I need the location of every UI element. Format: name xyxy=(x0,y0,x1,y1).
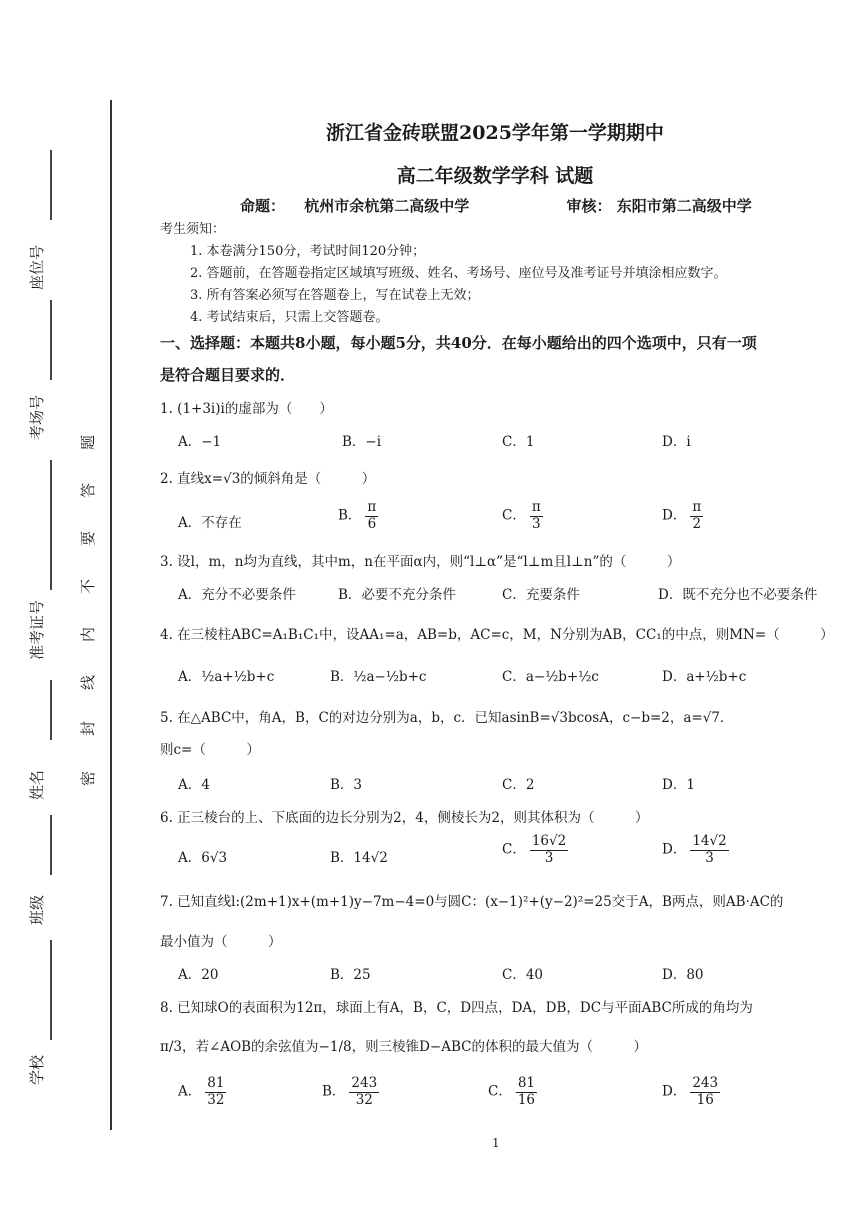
notice-item: 3. 所有答案必须写在答题卷上，写在试卷上无效； xyxy=(190,288,480,303)
option-b: B．−i xyxy=(342,434,382,450)
option-a: A．20 xyxy=(178,967,219,983)
question-stem: 5. 在△ABC中，角A，B，C的对边分别为a，b，c．已知asinB=√3bcosA，c−b=2，a=√7． xyxy=(160,710,734,726)
notice-item: 2. 答题前，在答题卷指定区域填写班级、姓名、考场号、座位号及准考证号并填涂相应数字。 xyxy=(190,266,727,281)
section-heading: 一、选择题：本题共8小题，每小题5分，共40分．在每小题给出的四个选项中，只有一项 xyxy=(160,334,757,352)
seal-char: 线 xyxy=(79,674,98,691)
option-c: C． $\frac{\pi}{3}$ xyxy=(502,499,541,532)
seal-char: 密 xyxy=(79,770,98,787)
option-b: B． $\frac{243}{32}$ xyxy=(322,1075,378,1108)
option-c: C．1 xyxy=(502,434,535,450)
option-d: D． $\frac{\pi}{2}$ xyxy=(662,499,702,532)
question-stem: 2. 直线x=√3的倾斜角是（ ） xyxy=(160,471,376,487)
option-a: A．充分不必要条件 xyxy=(178,587,296,603)
question-stem: 8. 已知球O的表面积为12π，球面上有A，B，C，D四点，DA，DB，DC与平面ABC所成的角均为 xyxy=(160,1000,753,1016)
author-value: 杭州市余杭第二高级中学 xyxy=(304,197,470,215)
question-stem-cont: 则c=（ ） xyxy=(160,742,260,758)
option-b: B．25 xyxy=(330,967,371,983)
option-d: D．既不充分也不必要条件 xyxy=(658,587,818,603)
notice-heading: 考生须知： xyxy=(160,222,226,237)
option-a: A．−1 xyxy=(178,434,222,450)
question-stem: 4. 在三棱柱ABC=A₁B₁C₁中，设AA₁=a，AB=b，AC=c，M，N分别为AB，CC₁的中点，则MN=（ ） xyxy=(160,627,834,643)
option-c: C．a−½b+½c xyxy=(502,669,599,685)
option-c: C． $\frac{16√2}{3}$ xyxy=(502,833,567,866)
field-underline xyxy=(50,300,52,380)
reviewer-label: 审核： xyxy=(566,197,612,215)
binding-line xyxy=(110,100,112,1130)
seal-char: 要 xyxy=(79,530,98,547)
field-label: 准考证号 xyxy=(28,599,46,660)
option-a: A．不存在 xyxy=(178,515,242,531)
option-d: D．1 xyxy=(662,777,695,793)
author-line xyxy=(240,195,752,216)
seal-char: 内 xyxy=(79,626,98,643)
question-stem: 1. (1+3i)i的虚部为（ ） xyxy=(160,401,333,417)
reviewer-value: 东阳市第二高级中学 xyxy=(616,197,752,215)
seal-char: 答 xyxy=(79,482,98,499)
field-label: 座位号 xyxy=(28,244,46,290)
seal-char: 封 xyxy=(79,720,98,737)
question-stem: 6. 正三棱台的上、下底面的边长分别为2，4，侧棱长为2，则其体积为（ ） xyxy=(160,810,649,826)
option-b: B．14√2 xyxy=(330,850,388,866)
author-label: 命题： xyxy=(240,197,286,215)
question-stem: 3. 设l，m，n均为直线，其中m，n在平面α内，则“l⊥α”是“l⊥m且l⊥n”的（ ） xyxy=(160,554,681,570)
option-a: A． $\frac{81}{32}$ xyxy=(178,1075,225,1108)
option-b: B．必要不充分条件 xyxy=(338,587,456,603)
question-stem-cont: π/3，若∠AOB的余弦值为−1/8，则三棱锥D−ABC的体积的最大值为（ ） xyxy=(160,1039,647,1055)
field-underline xyxy=(50,460,52,590)
page-number: 1 xyxy=(492,1136,500,1150)
field-underline xyxy=(50,940,52,1040)
field-underline xyxy=(50,680,52,740)
field-label: 考场号 xyxy=(28,394,46,440)
option-a: A．4 xyxy=(178,777,210,793)
exam-title: 浙江省金砖联盟2025学年第一学期期中 xyxy=(326,122,664,144)
seal-char: 不 xyxy=(79,578,98,595)
notice-item: 4. 考试结束后，只需上交答题卷。 xyxy=(190,310,389,325)
option-d: D． $\frac{14√2}{3}$ xyxy=(662,833,727,866)
option-d: D． $\frac{243}{16}$ xyxy=(662,1075,719,1108)
question-stem-cont: 最小值为（ ） xyxy=(160,934,282,950)
field-label: 学校 xyxy=(28,1054,46,1085)
field-label: 姓名 xyxy=(28,769,46,800)
exam-subtitle: 高二年级数学学科 试题 xyxy=(396,165,594,187)
question-stem: 7. 已知直线l:(2m+1)x+(m+1)y−7m−4=0与圆C：(x−1)²+(y−2)²=25交于A，B两点，则AB·AC的 xyxy=(160,894,784,910)
seal-char: 题 xyxy=(79,434,98,451)
option-d: D．80 xyxy=(662,967,704,983)
field-underline xyxy=(50,150,52,220)
option-c: C．2 xyxy=(502,777,535,793)
option-b: B．½a−½b+c xyxy=(330,669,427,685)
field-label: 班级 xyxy=(28,894,46,925)
field-underline xyxy=(50,815,52,875)
option-c: C． $\frac{81}{16}$ xyxy=(488,1075,536,1108)
option-d: D．i xyxy=(662,434,691,450)
option-c: C．充要条件 xyxy=(502,587,580,603)
option-b: B．3 xyxy=(330,777,363,793)
option-c: C．40 xyxy=(502,967,544,983)
section-heading-cont: 是符合题目要求的． xyxy=(160,366,296,384)
notice-item: 1. 本卷满分150分，考试时间120分钟； xyxy=(190,244,426,259)
option-a: A．½a+½b+c xyxy=(178,669,275,685)
option-b: B． $\frac{\pi}{6}$ xyxy=(338,499,377,532)
option-a: A．6√3 xyxy=(178,850,228,866)
option-d: D．a+½b+c xyxy=(662,669,747,685)
binding-strip xyxy=(0,0,115,1226)
